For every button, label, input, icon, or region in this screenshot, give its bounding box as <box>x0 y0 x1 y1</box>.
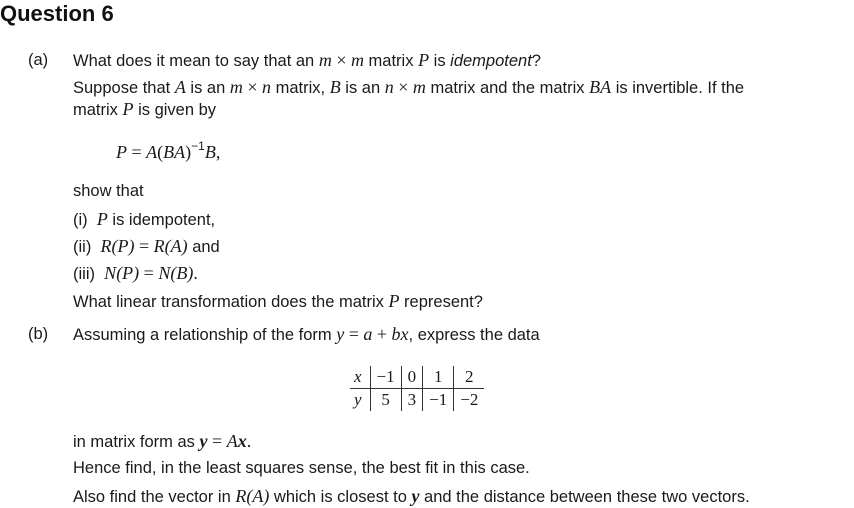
table-cell: 1 <box>423 366 454 389</box>
part-a-label: (a) <box>28 51 49 69</box>
show-that-text: show that <box>73 182 144 200</box>
table-cell: 2 <box>454 366 485 389</box>
part-b-least-squares: Hence find, in the least squares sense, the best fit in this case. <box>73 459 530 477</box>
table-row-y <box>350 389 484 412</box>
table-cell: 5 <box>370 389 401 412</box>
projection-formula: P = A(BA)$^{-1}$B, <box>116 139 221 162</box>
part-b-label: (b) <box>28 325 49 343</box>
part-b-matrix-form: in matrix form as y = Ax. <box>73 431 252 451</box>
subpart-iii: (iii) N(P) = N(B). <box>73 263 198 283</box>
table-y-header: y <box>350 389 370 412</box>
table-cell: 3 <box>401 389 423 412</box>
subpart-ii: (ii) R(P) = R(A) and <box>73 236 220 256</box>
part-a-final-question: What linear transformation does the matrix P represent? <box>73 291 483 311</box>
subpart-i: (i) P is idempotent, <box>73 209 216 229</box>
data-table <box>350 366 484 411</box>
table-cell: −1 <box>370 366 401 389</box>
table-cell: −1 <box>423 389 454 412</box>
part-a-question-1: What does it mean to say that an m × m matrix P is idempotent? <box>73 50 541 70</box>
table-cell: 0 <box>401 366 423 389</box>
part-b-closest-vector: Also find the vector in R(A) which is closest to y and the distance between these two vectors. <box>73 486 750 506</box>
question-title: Question 6 <box>0 1 114 26</box>
part-a-question-3: matrix P is given by <box>73 99 217 119</box>
part-b-question-1: Assuming a relationship of the form y = a + bx, express the data <box>73 324 540 344</box>
table-cell: −2 <box>460 390 479 409</box>
table-x-header: x <box>350 366 370 389</box>
table-row-x <box>350 366 484 389</box>
part-a-question-2: Suppose that A is an m × n matrix, B is an n × m matrix and the matrix BA is invertible. If the <box>73 77 745 97</box>
